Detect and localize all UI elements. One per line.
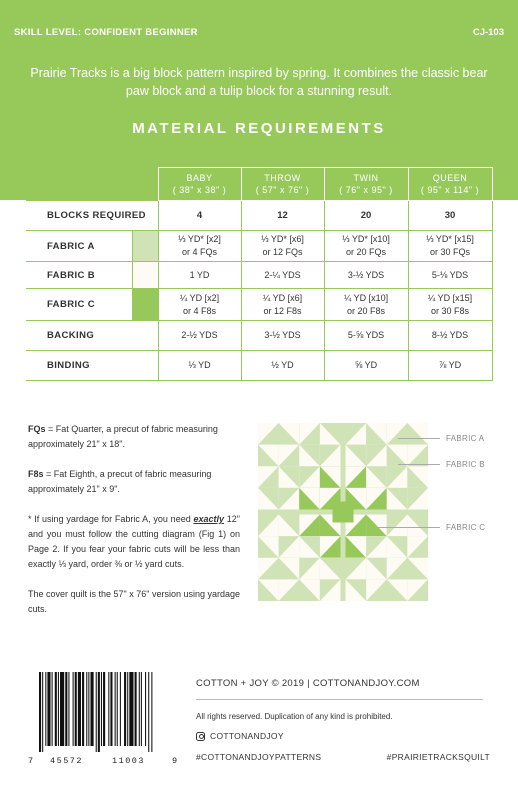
size-twin: TWIN ( 76" x 95" ) — [324, 168, 408, 201]
hashtag-brand: #COTTONANDJOYPATTERNS — [196, 752, 322, 762]
barcode-bar — [45, 672, 46, 746]
note-cover: The cover quilt is the 57" x 76" version using yardage cuts. — [28, 589, 241, 614]
barcode-digits-right: 11003 — [112, 756, 146, 766]
note-f8: F8s = Fat Eighth, a precut of fabric measuring approximately 21" x 9". — [28, 469, 212, 494]
barcode-bar — [39, 672, 41, 752]
barcode-bar — [120, 672, 121, 746]
notes — [28, 422, 240, 632]
brand-line: COTTON + JOY © 2019 | COTTONANDJOY.COM — [196, 678, 420, 689]
size-baby: BABY ( 38" x 38" ) — [158, 168, 241, 201]
barcode-bar — [127, 672, 128, 746]
barcode-bar — [52, 672, 53, 746]
fabric-b-label: FABRIC B — [446, 460, 485, 469]
barcode-bar — [78, 672, 81, 746]
barcode-digit-0: 7 — [28, 756, 34, 766]
barcode-bar — [88, 672, 89, 746]
fabric-c-swatch — [132, 289, 158, 321]
barcode-bar — [60, 672, 64, 746]
barcode-bar — [145, 672, 146, 746]
leader-line-a — [398, 438, 440, 439]
barcode-bar — [141, 672, 142, 746]
instagram-handle[interactable]: COTTONANDJOY — [196, 731, 284, 741]
barcode-bar — [135, 672, 137, 746]
fabric-b-swatch — [132, 262, 158, 289]
barcode — [37, 672, 177, 752]
leader-line-c — [378, 527, 440, 528]
skill-level: SKILL LEVEL: CONFIDENT BEGINNER — [14, 27, 198, 38]
barcode-digit-check: 9 — [172, 756, 178, 766]
rights-text: All rights reserved. Duplication of any kind is prohibited. — [196, 712, 393, 721]
section-title: MATERIAL REQUIREMENTS — [132, 120, 386, 137]
barcode-digits-left: 45572 — [50, 756, 84, 766]
table-row-fabric-a: FABRIC A ⅓ YD* [x2] or 4 FQs ⅓ YD* [x6] or 12 FQs ⅓ YD* [x10] or 20 FQs ⅓ YD* [x15] or 30 FQs — [26, 231, 492, 262]
pattern-code: CJ-103 — [472, 27, 504, 38]
barcode-bar — [82, 672, 84, 746]
barcode-bar — [148, 672, 149, 752]
quilt-center — [333, 502, 354, 523]
size-throw: THROW ( 57" x 76" ) — [241, 168, 324, 201]
table-row-binding: BINDING ⅓ YD ½ YD ⅝ YD ⅞ YD — [26, 351, 492, 381]
fabric-a-swatch — [132, 231, 158, 262]
size-header-row — [26, 168, 492, 201]
table-row-backing: BACKING 2-½ YDS 3-½ YDS 5-⅝ YDS 8-½ YDS — [26, 321, 492, 351]
barcode-bar — [103, 672, 105, 746]
table-row-blocks: BLOCKS REQUIRED 4 12 20 30 — [26, 201, 492, 231]
barcode-bar — [108, 672, 109, 746]
barcode-bar — [139, 672, 140, 746]
barcode-bar — [117, 672, 118, 746]
barcode-bar — [96, 672, 97, 752]
barcode-bar — [101, 672, 102, 746]
barcode-bar — [98, 672, 100, 752]
intro-text: Prairie Tracks is a big block pattern inspired by spring. It combines the classic bear paw block and a tulip block for a stunning result. — [30, 66, 488, 98]
barcode-bar — [151, 672, 152, 752]
fabric-a-label: FABRIC A — [446, 434, 485, 443]
fabric-c-label: FABRIC C — [446, 523, 486, 532]
divider — [196, 699, 483, 700]
table-row-fabric-c: FABRIC C ¼ YD [x2] or 4 F8s ¼ YD [x6] or 12 F8s ¼ YD [x10] or 20 F8s ¼ YD [x15] or 30 F8s — [26, 289, 492, 321]
barcode-bar — [75, 672, 77, 746]
barcode-bar — [110, 672, 112, 746]
barcode-bar — [90, 672, 93, 746]
barcode-bar — [68, 672, 69, 746]
material-requirements-table — [26, 167, 493, 381]
barcode-bar — [47, 672, 50, 746]
barcode-bar — [73, 672, 74, 746]
barcode-bar — [124, 672, 126, 746]
barcode-bar — [115, 672, 116, 746]
barcode-bar — [55, 672, 57, 746]
barcode-bar — [42, 672, 43, 752]
leader-line-b — [398, 464, 440, 465]
quilt-block-diagram — [258, 423, 428, 601]
hashtag-quilt: #PRAIRIETRACKSQUILT — [386, 752, 490, 762]
barcode-bar — [58, 672, 59, 746]
barcode-bar — [65, 672, 67, 746]
table-row-fabric-b: FABRIC B 1 YD 2-¼ YDS 3-½ YDS 5-⅛ YDS — [26, 262, 492, 289]
note-yardage: * If using yardage for Fabric A, you need exactly 12" and you must follow the cutting diagram (Fig 1) on Page 2. If you fear your fabric cuts will be less than exactly ⅓ yard, order ⅜ or ½ yard cuts. — [28, 514, 240, 569]
note-fq: FQs = Fat Quarter, a precut of fabric measuring approximately 21" x 18". — [28, 424, 218, 449]
instagram-icon — [196, 732, 205, 741]
barcode-bar — [129, 672, 133, 746]
size-queen: QUEEN ( 95" x 114" ) — [408, 168, 492, 201]
barcode-bar — [86, 672, 87, 746]
